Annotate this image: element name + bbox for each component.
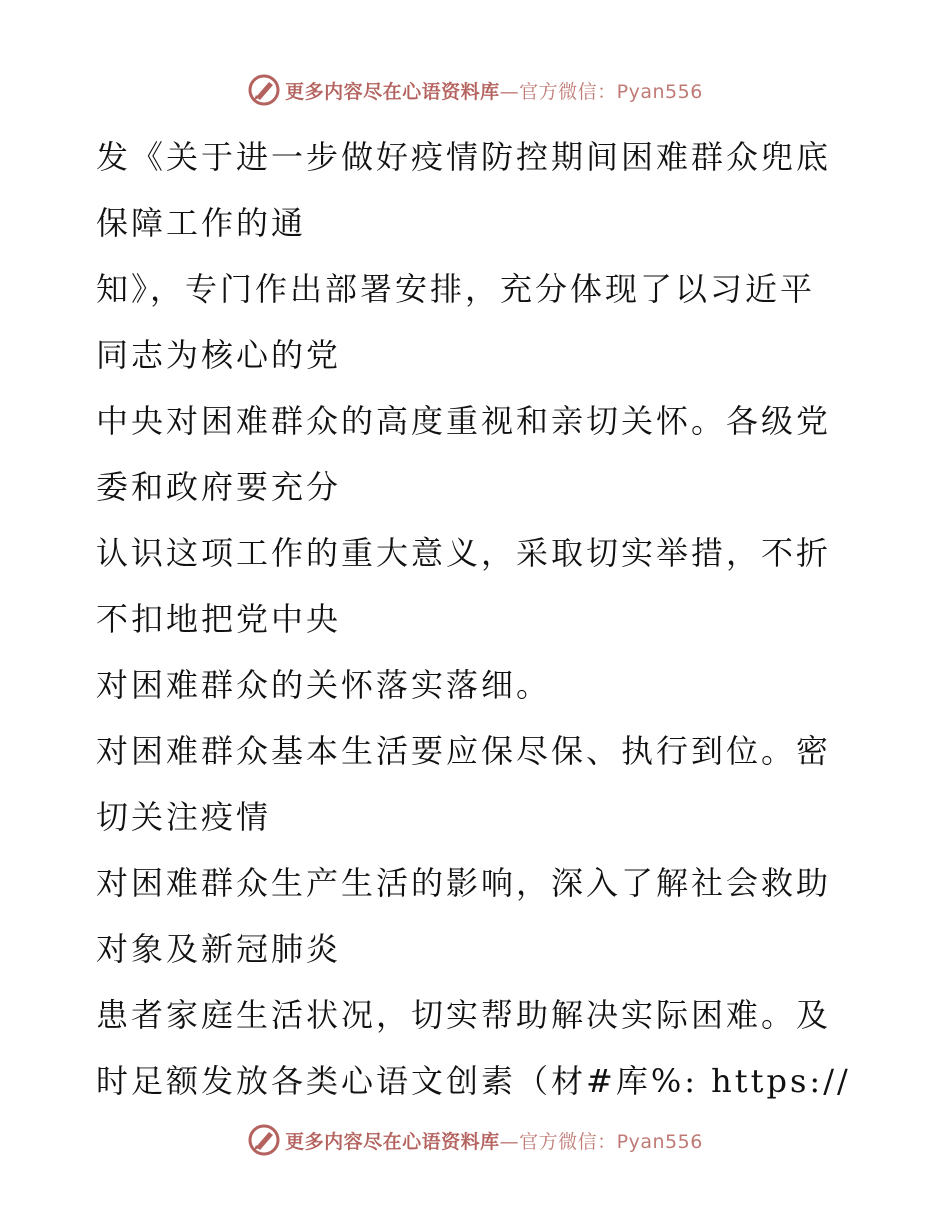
text-line: 时足额发放各类心语文创素（材#库%: https:// (96, 1062, 851, 1100)
text-line: 知》，专门作出部署安排，充分体现了以习近平 (96, 270, 816, 308)
text-line: 发《关于进一步做好疫情防控期间困难群众兜底 (96, 138, 832, 176)
text-line: 对困难群众生产生活的影响，深入了解社会救助 (96, 864, 832, 902)
text-line: 对困难群众基本生活要应保尽保、执行到位。密 (96, 732, 832, 770)
text-line: 同志为核心的党 (96, 336, 342, 374)
text-line: 患者家庭生活状况，切实帮助解决实际困难。及 (96, 996, 832, 1034)
text-line: 保障工作的通 (96, 204, 307, 242)
text-line: 认识这项工作的重大意义，采取切实举措，不折 (96, 534, 832, 572)
text-line: 对象及新冠肺炎 (96, 930, 342, 968)
text-line: 不扣地把党中央 (96, 600, 342, 638)
document-body (96, 124, 851, 1114)
text-line: 切关注疫情 (96, 798, 272, 836)
footer-watermark (0, 1120, 950, 1160)
watermark-text: 更多内容尽在心语资料库—官方微信：Pyan556 (285, 1130, 703, 1153)
text-line: 委和政府要充分 (96, 468, 342, 506)
seal-logo-icon (247, 1123, 281, 1157)
header-watermark (0, 70, 950, 110)
text-line: 中央对困难群众的高度重视和亲切关怀。各级党 (96, 402, 832, 440)
watermark-text: 更多内容尽在心语资料库—官方微信：Pyan556 (285, 80, 703, 103)
text-line: 对困难群众的关怀落实落细。 (96, 666, 552, 704)
seal-logo-icon (247, 73, 281, 107)
